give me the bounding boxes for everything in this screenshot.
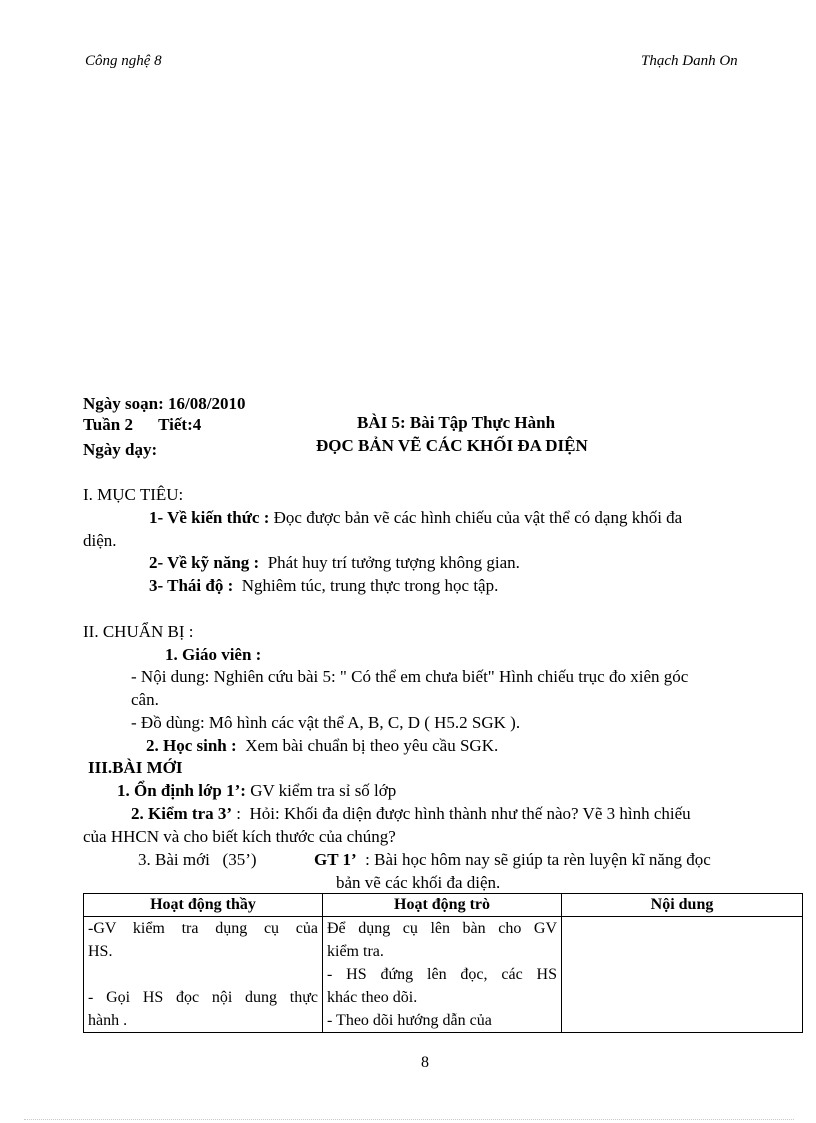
student-label: 2. Học sinh : (146, 736, 237, 755)
stabilize-line (117, 781, 396, 801)
knowledge-line (149, 508, 682, 528)
activity-table (83, 893, 803, 1033)
gt-text: : Bài học hôm nay sẽ giúp ta rèn luyện kĩ năng đọc (356, 850, 711, 869)
page-number: 8 (421, 1054, 429, 1071)
header-content: Nội dung (562, 894, 803, 917)
knowledge-cont: diện. (83, 531, 117, 550)
check-text: : Hỏi: Khối đa diện được hình thành như thế nào? Vẽ 3 hình chiếu (232, 804, 691, 823)
teacher-label: 1. Giáo viên : (165, 645, 262, 664)
page-bottom-divider (24, 1119, 794, 1120)
student-line3: - HS đứng lên đọc, các HS (327, 966, 557, 983)
teacher-line1: -GV kiểm tra dụng cụ của (88, 920, 318, 937)
content-line2: cân. (131, 690, 159, 709)
student-text: Xem bài chuẩn bị theo yêu cầu SGK. (236, 736, 499, 755)
teacher-line2: HS. (88, 943, 113, 960)
section3-heading: III.BÀI MỚI (88, 758, 183, 777)
student-line (146, 736, 498, 756)
gt-cont: bản vẽ các khối đa diện. (336, 873, 501, 892)
skill-text: Phát huy trí tưởng tượng không gian. (259, 553, 520, 572)
section1-heading: I. MỤC TIÊU: (83, 485, 184, 504)
attitude-line (149, 576, 498, 596)
student-line2: kiểm tra. (327, 943, 384, 960)
header-subject: Công nghệ 8 (85, 53, 162, 69)
header-teacher-activity: Hoạt động thầy (84, 894, 323, 917)
knowledge-text: Đọc được bản vẽ các hình chiếu của vật thể có dạng khối đa (269, 508, 683, 527)
date-taught: Ngày dạy: (83, 440, 158, 459)
student-line1: Để dụng cụ lên bàn cho GV (327, 920, 557, 937)
tools-line: - Đồ dùng: Mô hình các vật thể A, B, C, D ( H5.2 SGK ). (131, 713, 521, 732)
table-header-row (84, 894, 803, 917)
skill-line (149, 553, 520, 573)
check-cont: của HHCN và cho biết kích thước của chúng? (83, 827, 396, 846)
lesson-subtitle: ĐỌC BẢN VẼ CÁC KHỐI ĐA DIỆN (316, 436, 588, 455)
content-cell (562, 917, 803, 1033)
check-label: 2. Kiểm tra 3’ (131, 804, 233, 823)
newlesson-label: 3. Bài mới (35’) (138, 850, 257, 869)
content-line1: - Nội dung: Nghiên cứu bài 5: " Có thể em chưa biết" Hình chiếu trục đo xiên góc (131, 667, 689, 686)
teacher-line3: - Gọi HS đọc nội dung thực (88, 989, 318, 1006)
attitude-text: Nghiêm túc, trung thực trong học tập. (233, 576, 499, 595)
section2-heading: II. CHUẨN BỊ : (83, 622, 194, 641)
header-author: Thạch Danh On (641, 53, 738, 69)
lesson-title: BÀI 5: Bài Tập Thực Hành (357, 413, 556, 432)
student-line4: khác theo dõi. (327, 989, 418, 1006)
teacher-activity-cell (84, 917, 323, 1033)
week-period: Tuần 2 Tiết:4 (83, 415, 202, 434)
table-row (84, 917, 803, 1033)
student-line5: - Theo dõi hướng dẫn của (327, 1012, 492, 1029)
stabilize-text: GV kiểm tra sỉ số lớp (245, 781, 397, 800)
skill-label: 2- Về kỹ năng : (149, 553, 260, 572)
student-activity-cell (323, 917, 562, 1033)
stabilize-label: 1. Ổn định lớp 1’: (117, 781, 246, 800)
header-student-activity: Hoạt động trò (323, 894, 562, 917)
date-prepared: Ngày soạn: 16/08/2010 (83, 394, 246, 413)
gt-line (314, 850, 711, 870)
gt-label: GT 1’ (314, 850, 357, 869)
teacher-line4: hành . (88, 1012, 128, 1029)
teacher-gap (88, 963, 318, 986)
knowledge-label: 1- Về kiến thức : (149, 508, 270, 527)
check-line (131, 804, 691, 824)
attitude-label: 3- Thái độ : (149, 576, 234, 595)
